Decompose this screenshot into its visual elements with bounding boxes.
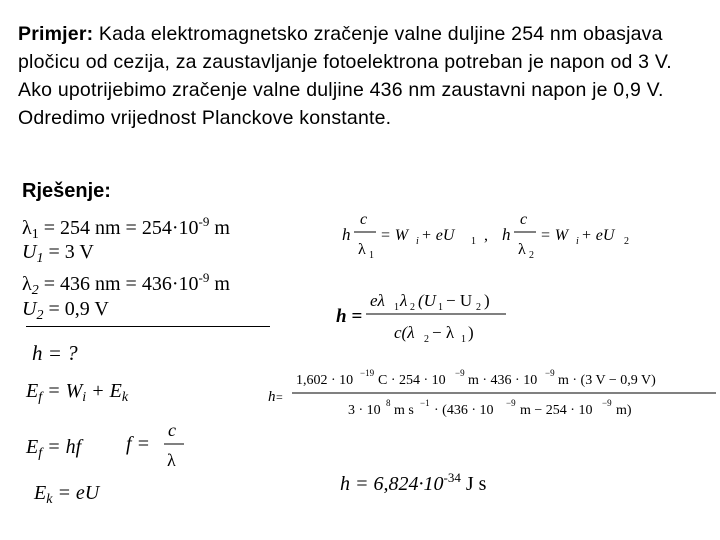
svg-text:+ eU: + eU (581, 227, 615, 244)
svg-text:−9: −9 (506, 398, 516, 408)
given-divider (26, 326, 270, 327)
svg-text:f =: f = (126, 433, 151, 455)
svg-text:): ) (468, 323, 474, 342)
svg-text:8: 8 (386, 398, 391, 408)
svg-text:− U: − U (446, 291, 473, 310)
svg-text:m): m) (616, 403, 632, 418)
svg-text:m − 254 · 10: m − 254 · 10 (520, 403, 593, 418)
svg-text:eλ: eλ (370, 291, 385, 310)
svg-text:h: h (502, 225, 511, 244)
svg-text:−1: −1 (420, 398, 430, 408)
given-u2: $U_2 = 0,9$ V (22, 298, 109, 323)
given-u1: $U_1 = 3$ V (22, 241, 94, 266)
solution-label: Rješenje: (22, 180, 111, 202)
svg-text:): ) (484, 291, 490, 310)
svg-text:c: c (520, 211, 528, 228)
svg-text:− λ: − λ (432, 323, 455, 342)
svg-text:2: 2 (424, 334, 429, 345)
equation-h-fraction (334, 286, 524, 346)
svg-text:λ: λ (400, 291, 408, 310)
svg-text:−19: −19 (360, 368, 375, 378)
svg-text:C · 254 · 10: C · 254 · 10 (378, 373, 446, 388)
problem-statement (18, 20, 708, 132)
svg-text:i: i (416, 236, 419, 247)
svg-text:λ: λ (518, 241, 526, 258)
svg-text:m · (3 V − 0,9 V): m · (3 V − 0,9 V) (558, 373, 656, 388)
formula-f-c-lambda (120, 416, 200, 472)
svg-text:=: = (276, 390, 283, 404)
svg-text:h: h (268, 389, 276, 405)
formula-ef-w-ek: $E_f = W_i + E_k$ (26, 380, 129, 405)
problem-label: Primjer: (18, 23, 94, 45)
formula-ek-eu: $E_k$ = eU (34, 482, 100, 507)
svg-text:+ eU: + eU (421, 227, 455, 244)
svg-text:h: h (342, 225, 351, 244)
svg-text:c: c (168, 420, 176, 440)
svg-text:i: i (576, 236, 579, 247)
svg-text:c: c (360, 211, 368, 228)
svg-text:1: 1 (394, 302, 399, 313)
svg-text:2: 2 (624, 236, 629, 247)
svg-text:1: 1 (471, 236, 476, 247)
svg-text:1: 1 (461, 334, 466, 345)
svg-text:m · 436 · 10: m · 436 · 10 (468, 373, 538, 388)
svg-text:2: 2 (476, 302, 481, 313)
svg-text:h =: h = (336, 306, 363, 327)
svg-text:1,602 · 10: 1,602 · 10 (296, 373, 354, 388)
svg-text:(U: (U (418, 291, 436, 310)
equations-photoelectric (336, 206, 646, 262)
svg-text:3 · 10: 3 · 10 (348, 403, 381, 418)
svg-text:−9: −9 (455, 368, 465, 378)
svg-text:λ: λ (358, 241, 366, 258)
svg-text:2: 2 (410, 302, 415, 313)
svg-text:= W: = W (380, 227, 409, 244)
result-h: $h = 6,824\cdot 10^{-34}$ J s (340, 470, 487, 495)
equation-h-substituted (262, 366, 718, 426)
svg-text:,: , (484, 227, 488, 244)
svg-text:−9: −9 (602, 398, 612, 408)
given-lambda2: $\lambda_2 = 436$ nm = $436\cdot 10^{-9}$ m (22, 270, 230, 298)
svg-text:= W: = W (540, 227, 569, 244)
problem-text: Kada elektromagnetsko zračenje valne duljine 254 nm obasjava pločicu od cezija, za zaustavljanje fotoelektrona potreban je napon od 3 V. Ako upotrijebimo zračenje valne duljine 436 nm zaustavni napon je 0,9 V. Odredimo vrijednost Planckove konstante. (18, 23, 672, 129)
svg-text:m s: m s (394, 403, 414, 418)
svg-text:−9: −9 (545, 368, 555, 378)
given-lambda1: $\lambda_1 = 254$ nm = $254\cdot 10^{-9}$ m (22, 214, 230, 242)
svg-text:λ: λ (167, 450, 176, 470)
svg-text:· (436 · 10: · (436 · 10 (434, 403, 494, 418)
svg-text:1: 1 (369, 250, 374, 261)
svg-text:c(λ: c(λ (394, 323, 415, 342)
svg-text:2: 2 (529, 250, 534, 261)
svg-text:1: 1 (438, 302, 443, 313)
unknown-h: h = ? (32, 341, 78, 365)
formula-ef-hf: $E_f$ = hf (26, 436, 82, 461)
